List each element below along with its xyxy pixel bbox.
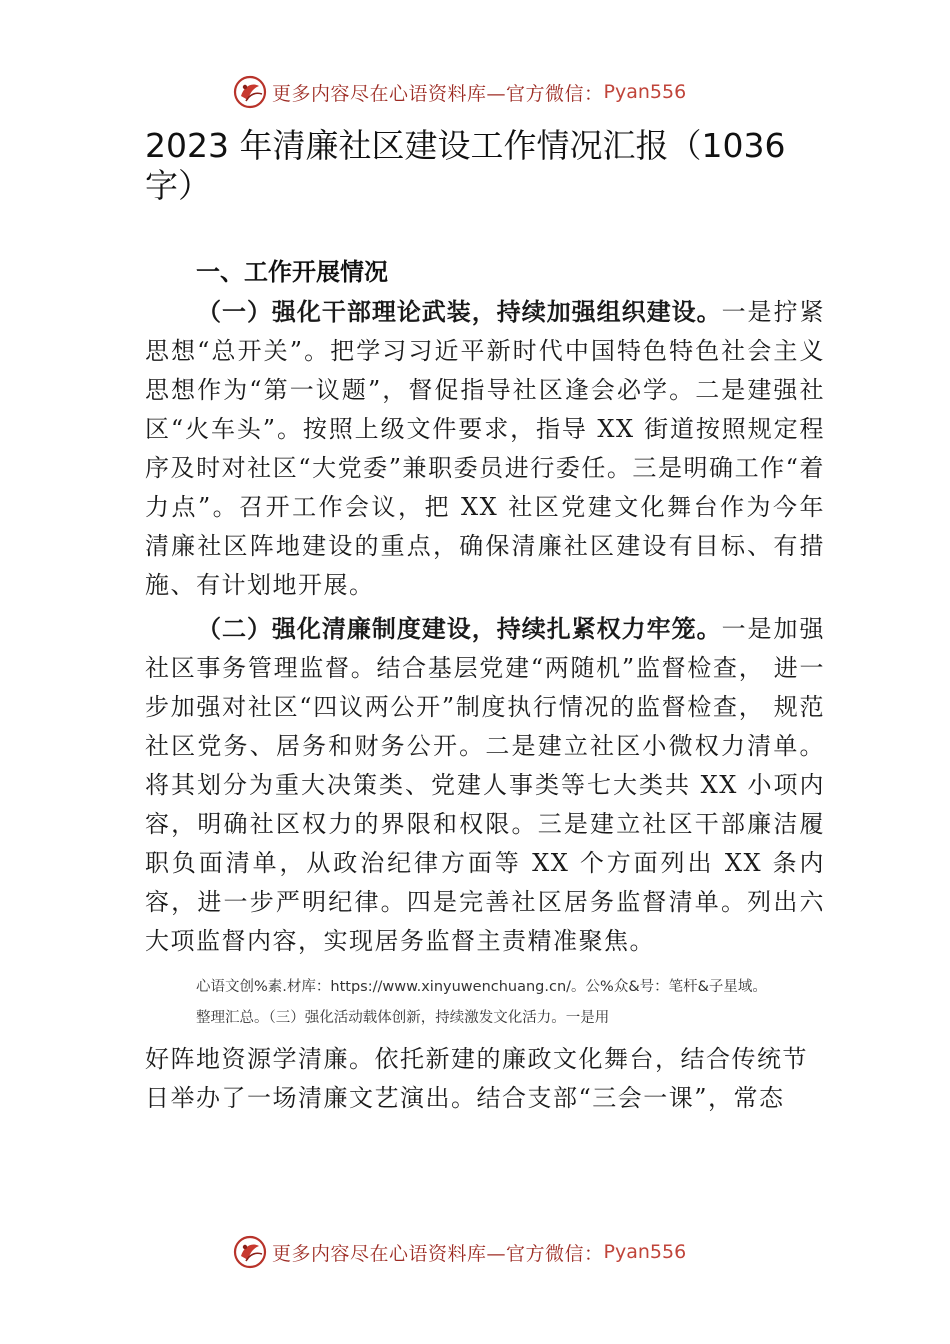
footer-banner (232, 1232, 686, 1272)
paragraph-item-1 (145, 293, 825, 605)
item-2-body: 一是加强社区事务管理监督。结合基层党建“两随机”监督检查， 进一步加强对社区“四议两公开”制度执行情况的监督检查， 规范社区党务、居务和财务公开。二是建立社区小微权力清单。将其划分为重大决策类、党建人事类等七大类共 XX 小项内容，明确社区权力的界限和权限。三是建立社区干部廉洁履职负面清单，从政治纪律方面等 XX 个方面列出 XX 条内容，进一步严明纪律。四是完善社区居务监督清单。列出六大项监督内容，实现居务监督主责精准聚焦。 (145, 615, 825, 955)
header-banner (232, 72, 686, 112)
banner-text: 更多内容尽在心语资料库—官方微信： (272, 1242, 604, 1265)
paragraph-continuation: 好阵地资源学清廉。依托新建的廉政文化舞台，结合传统节日举办了一场清廉文艺演出。结合支部“三会一课”，常态 (145, 1045, 808, 1112)
paragraph-item-2 (145, 610, 825, 961)
banner-wechat-id: Pyan556 (603, 81, 687, 103)
banner-wechat-id: Pyan556 (603, 1241, 687, 1263)
banner-text: 更多内容尽在心语资料库—官方微信： (272, 82, 604, 105)
lotus-logo-icon (232, 74, 268, 110)
item-1-lead: （一）强化干部理论武装，持续加强组织建设。 (197, 298, 722, 326)
section-heading: 一、工作开展情况 (196, 258, 388, 286)
document-title: 2023 年清廉社区建设工作情况汇报（1036字） (145, 126, 786, 205)
source-note-line-1: 心语文创%素.材库：https://www.xinyuwenchuang.cn/。公%众&号：笔杆&子星域。 (196, 979, 767, 995)
item-2-lead: （二）强化清廉制度建设，持续扎紧权力牢笼。 (197, 615, 722, 643)
item-1-body: 一是拧紧思想“总开关”。把学习习近平新时代中国特色特色社会主义思想作为“第一议题”，督促指导社区逢会必学。二是建强社区“火车头”。按照上级文件要求，指导 XX 街道按照规定程序及时对社区“大党委”兼职委员进行委任。三是明确工作“着力点”。召开工作会议，把 XX 社区党建文化舞台作为今年清廉社区阵地建设的重点，确保清廉社区建设有目标、有措施、有计划地开展。 (145, 298, 825, 599)
source-note-line-2: 整理汇总。（三）强化活动载体创新，持续激发文化活力。一是用 (196, 1010, 610, 1026)
lotus-logo-icon (232, 1234, 268, 1270)
